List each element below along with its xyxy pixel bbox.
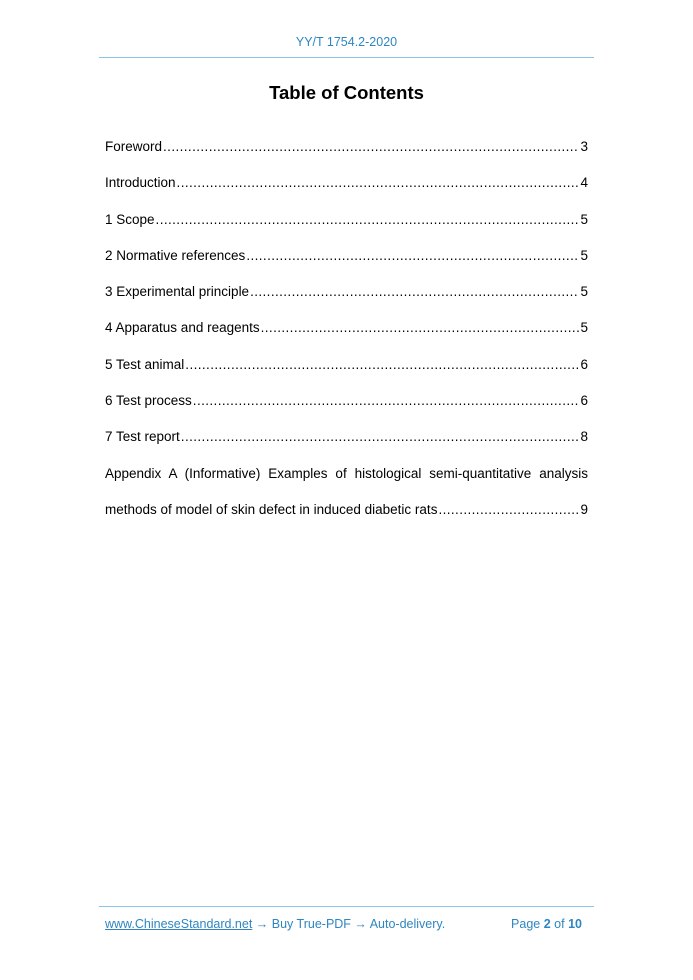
- page-word: Page: [511, 917, 541, 931]
- toc-title: Table of Contents: [269, 82, 424, 103]
- current-page-number: 2: [543, 917, 551, 931]
- toc-entry-line2: [105, 501, 588, 537]
- of-word: of: [554, 917, 565, 931]
- toc-entry-apparatus-and-reagents[interactable]: [105, 319, 588, 355]
- toc-leader-dots: [177, 174, 580, 192]
- toc-entry-appendix-a[interactable]: [105, 465, 588, 538]
- toc-entry-label: 3 Experimental principle: [105, 284, 250, 300]
- toc-leader-dots: [181, 428, 580, 446]
- toc-entry-test-process[interactable]: [105, 392, 588, 428]
- toc-entry-page: 4: [580, 175, 588, 191]
- toc-list: [105, 138, 588, 537]
- toc-entry-label: 2 Normative references: [105, 247, 246, 263]
- toc-entry-label: Introduction: [105, 175, 176, 191]
- toc-entry-page: 3: [580, 139, 588, 154]
- toc-entry-label-line2: methods of model of skin defect in induced diabetic rats: [105, 501, 438, 517]
- toc-entry-page: 5: [580, 284, 588, 300]
- toc-entry-foreword[interactable]: [105, 138, 588, 174]
- toc-entry-page: 5: [580, 320, 588, 336]
- toc-entry-label: 1 Scope: [105, 211, 155, 227]
- toc-entry-page: 6: [580, 356, 588, 372]
- toc-entry-label-line1: Appendix A (Informative) Examples of histological semi-quantitative analysis: [105, 465, 588, 481]
- toc-entry-introduction[interactable]: [105, 174, 588, 210]
- total-pages-number: 10: [568, 917, 582, 931]
- toc-leader-dots: [246, 247, 579, 265]
- toc-leader-dots: [261, 319, 580, 337]
- toc-entry-test-report[interactable]: [105, 428, 588, 464]
- toc-entry-page: 6: [580, 393, 588, 409]
- toc-leader-dots: [163, 138, 579, 156]
- footer-promo-text: → Buy True-PDF → Auto-delivery.: [252, 917, 446, 931]
- footer-divider: [99, 906, 594, 907]
- toc-leader-dots: [193, 392, 580, 410]
- toc-entry-label: 7 Test report: [105, 429, 180, 445]
- toc-entry-normative-references[interactable]: [105, 247, 588, 283]
- toc-leader-dots: [185, 356, 579, 374]
- toc-leader-dots: [156, 211, 580, 229]
- toc-entry-label: 4 Apparatus and reagents: [105, 320, 260, 336]
- toc-leader-dots: [250, 283, 579, 301]
- toc-entry-page: 5: [580, 247, 588, 263]
- header-divider: [99, 57, 594, 58]
- page-indicator: [511, 917, 582, 931]
- toc-entry-scope[interactable]: [105, 211, 588, 247]
- toc-entry-page: 8: [580, 429, 588, 445]
- document-code: YY/T 1754.2-2020: [295, 35, 398, 49]
- toc-entry-page: 9: [580, 501, 588, 517]
- toc-entry-test-animal[interactable]: [105, 356, 588, 392]
- website-link[interactable]: www.ChineseStandard.net: [105, 917, 253, 931]
- toc-entry-label: 6 Test process: [105, 393, 192, 409]
- toc-leader-dots: [438, 501, 579, 519]
- footer-promo: [105, 917, 445, 931]
- toc-entry-experimental-principle[interactable]: [105, 283, 588, 319]
- toc-entry-page: 5: [580, 211, 588, 227]
- toc-entry-label: 5 Test animal: [105, 356, 185, 372]
- toc-entry-label: Foreword: [105, 139, 163, 154]
